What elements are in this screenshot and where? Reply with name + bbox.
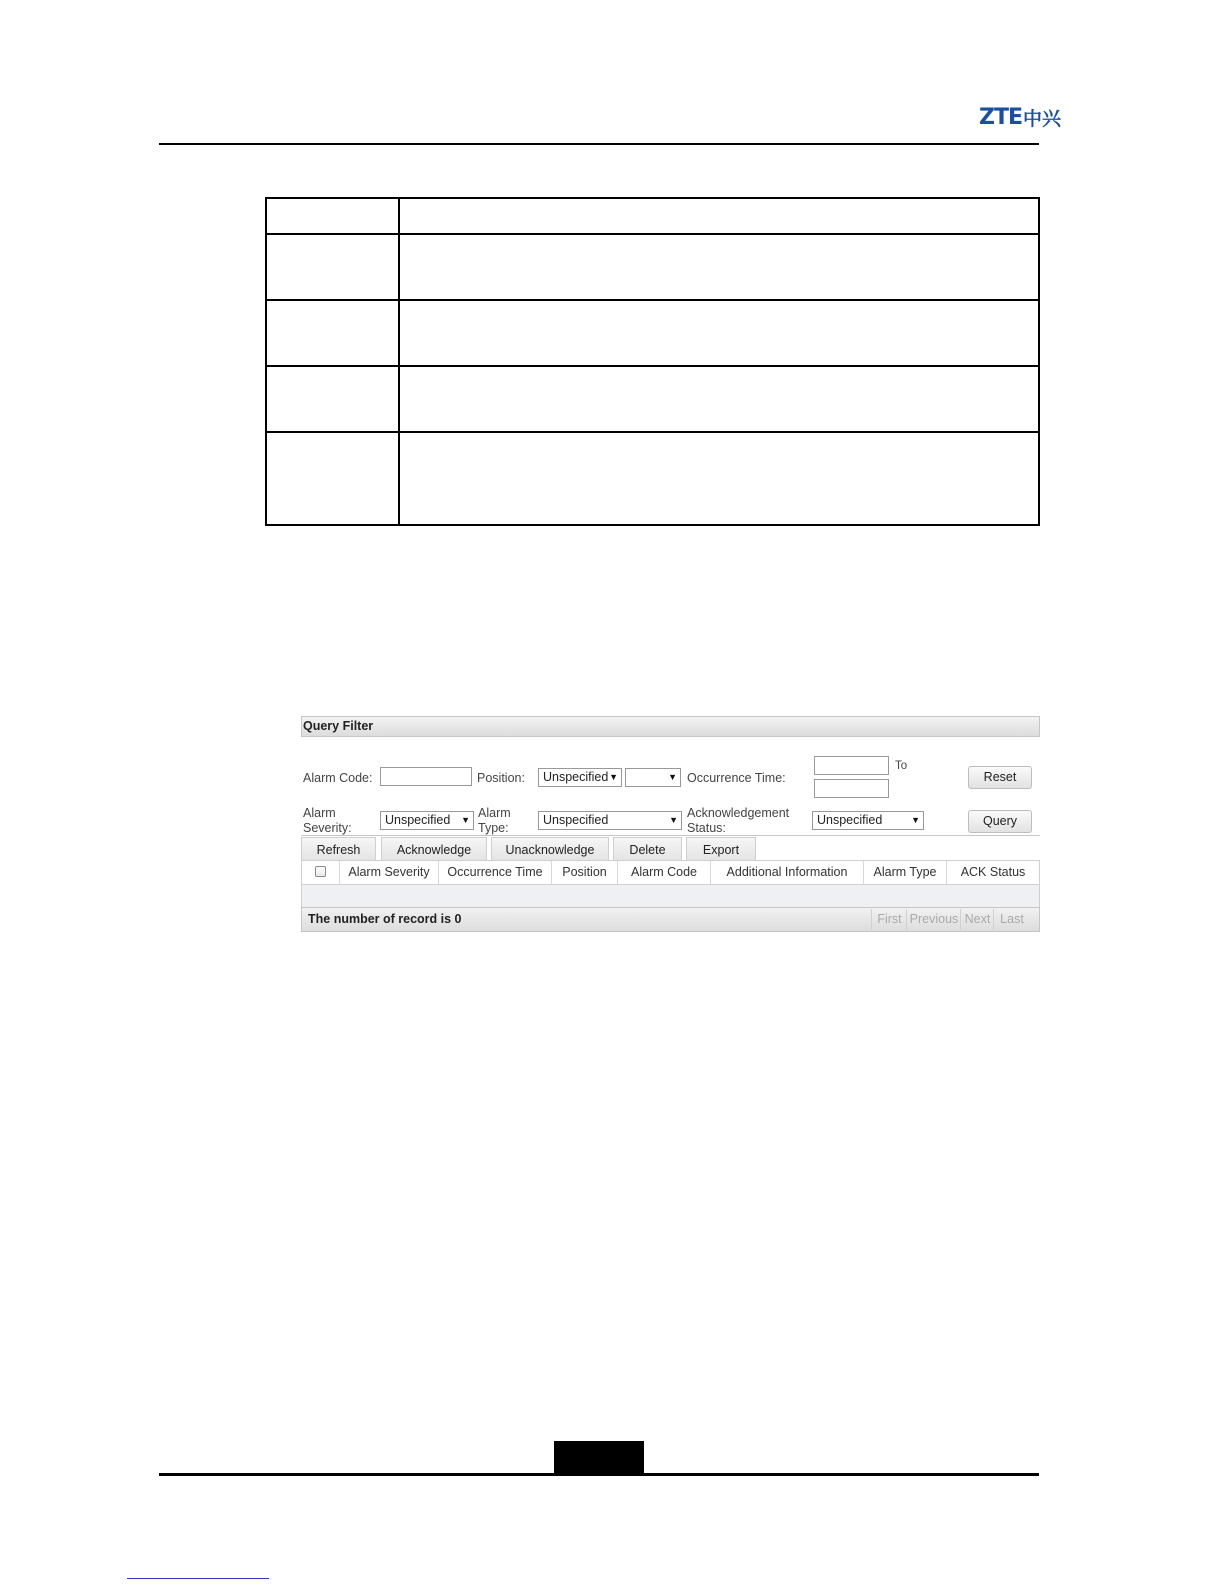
table-cell <box>266 300 399 366</box>
chevron-down-icon: ▼ <box>669 815 678 825</box>
ack-status-label-line2: Status: <box>687 821 726 835</box>
table-cell <box>399 300 1039 366</box>
ack-status-value: Unspecified <box>817 813 883 827</box>
position-sub-select[interactable] <box>625 768 681 787</box>
logo-text: ZTE <box>979 104 1022 130</box>
column-header-alarm-type[interactable]: Alarm Type <box>864 861 947 884</box>
alarm-severity-select[interactable] <box>380 811 474 830</box>
table-cell <box>399 234 1039 300</box>
alarm-severity-label-line1: Alarm <box>303 806 336 820</box>
table-footer <box>301 907 1040 932</box>
document-table <box>265 197 1040 526</box>
column-header-alarm-severity[interactable]: Alarm Severity <box>340 861 439 884</box>
column-header-ack-status[interactable]: ACK Status <box>960 865 1026 879</box>
delete-button[interactable]: Delete <box>613 837 682 860</box>
footer-rule <box>159 1473 1039 1476</box>
acknowledge-button[interactable]: Acknowledge <box>381 837 487 860</box>
query-filter-form <box>301 737 1040 835</box>
header-rule <box>159 143 1039 145</box>
alarm-code-input[interactable] <box>380 767 472 786</box>
alarm-severity-value: Unspecified <box>385 813 451 827</box>
zte-logo <box>979 105 1061 129</box>
position-select[interactable] <box>538 768 622 787</box>
to-label: To <box>895 760 908 772</box>
table-cell <box>399 198 1039 234</box>
table-cell <box>266 198 399 234</box>
table-cell <box>399 366 1039 432</box>
table-row <box>266 198 1039 234</box>
select-all-cell <box>302 861 340 884</box>
page-number-tab <box>554 1441 644 1474</box>
table-row <box>266 432 1039 525</box>
select-all-checkbox[interactable] <box>315 866 326 877</box>
table-cell <box>266 234 399 300</box>
table-cell <box>266 366 399 432</box>
chevron-down-icon: ▼ <box>461 815 470 825</box>
unacknowledge-button[interactable]: Unacknowledge <box>491 837 609 860</box>
occurrence-time-label: Occurrence Time: <box>687 771 786 785</box>
ack-status-select[interactable] <box>812 811 924 830</box>
refresh-button[interactable]: Refresh <box>301 837 376 860</box>
record-count: The number of record is 0 <box>308 912 462 926</box>
logo-cn-text: 中兴 <box>1023 107 1062 130</box>
export-button[interactable]: Export <box>686 837 756 860</box>
query-button[interactable]: Query <box>968 810 1032 833</box>
ack-status-label-line1: Acknowledgement <box>687 806 790 820</box>
occurrence-time-start-input[interactable] <box>814 756 889 775</box>
column-header-additional-information[interactable]: Additional Information <box>711 861 864 884</box>
table-row <box>266 300 1039 366</box>
next-page-link[interactable]: Next <box>960 909 994 930</box>
position-label: Position: <box>477 771 525 785</box>
alarm-table-header <box>301 860 1040 885</box>
last-page-link[interactable]: Last <box>993 909 1030 930</box>
alarm-type-value: Unspecified <box>543 813 609 827</box>
alarm-type-label-line2: Type: <box>478 821 509 835</box>
first-page-link[interactable]: First <box>871 909 907 930</box>
alarm-type-select[interactable] <box>538 811 682 830</box>
empty-table-body <box>301 885 1040 907</box>
position-select-value: Unspecified <box>543 770 609 784</box>
column-header-alarm-code[interactable]: Alarm Code <box>618 861 711 884</box>
occurrence-time-end-input[interactable] <box>814 779 889 798</box>
alarm-code-label: Alarm Code: <box>303 771 373 785</box>
reset-button[interactable]: Reset <box>968 766 1032 789</box>
chevron-down-icon: ▼ <box>609 772 618 782</box>
chevron-down-icon: ▼ <box>911 815 920 825</box>
column-header-position[interactable]: Position <box>552 861 618 884</box>
table-row <box>266 366 1039 432</box>
alarm-type-label-line1: Alarm <box>478 806 511 820</box>
alarm-query-panel <box>301 716 1040 932</box>
column-header-occurrence-time[interactable]: Occurrence Time <box>439 861 552 884</box>
previous-page-link[interactable]: Previous <box>906 909 961 930</box>
table-cell <box>266 432 399 525</box>
footer-link-underline[interactable] <box>127 1578 269 1579</box>
action-toolbar <box>301 835 1040 860</box>
table-row <box>266 234 1039 300</box>
table-cell <box>399 432 1039 525</box>
alarm-severity-label-line2: Severity: <box>303 821 352 835</box>
query-filter-header: Query Filter <box>301 716 1040 737</box>
chevron-down-icon: ▼ <box>668 772 677 782</box>
